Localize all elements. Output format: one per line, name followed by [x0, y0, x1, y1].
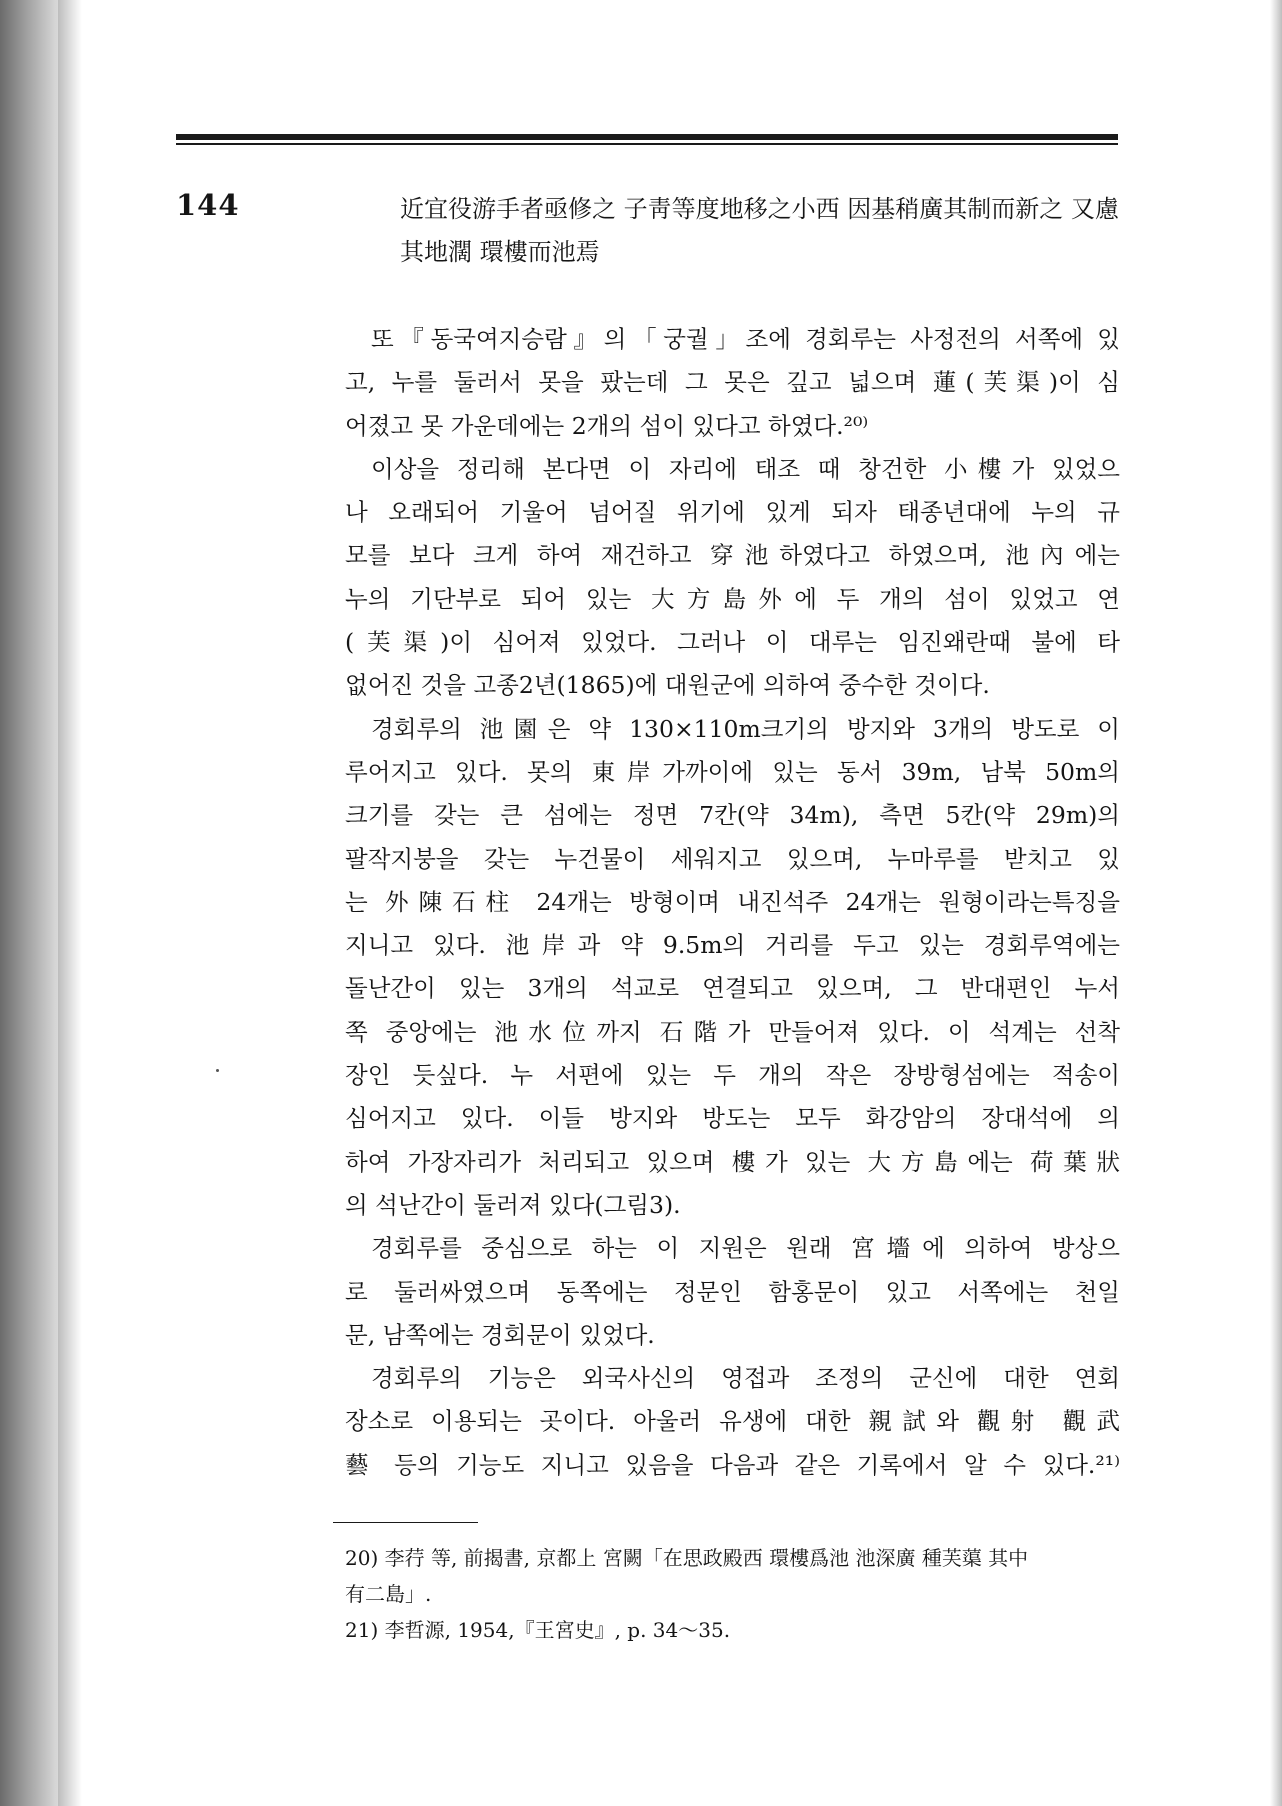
paragraph [345, 1227, 1120, 1357]
footnote [345, 1612, 1120, 1648]
footnote-separator [333, 1522, 478, 1523]
text-line: 없어진 것을 고종2년(1865)에 대원군에 의하여 중수한 것이다. [345, 671, 990, 700]
text-line: 돌난간이 있는 3개의 석교로 연결되고 있으며, 그 반대편인 누서 [345, 974, 1120, 1003]
text-line: 크기를 갖는 큰 섬에는 정면 7칸(약 34m), 측면 5칸(약 29m)의 [345, 801, 1120, 830]
text-line: 심어지고 있다. 이들 방지와 방도는 모두 화강암의 장대석에 의 [345, 1104, 1120, 1133]
footnote-line: 有二島」. [345, 1582, 432, 1606]
footnotes [345, 1540, 1120, 1648]
classical-quotation [400, 188, 1120, 274]
text-line: 하여 가장자리가 처리되고 있으며 樓가 있는 大方島에는 荷葉狀 [345, 1147, 1120, 1176]
body-text [345, 318, 1120, 1487]
text-line: 지니고 있다. 池岸과 약 9.5m의 거리를 두고 있는 경회루역에는 [345, 931, 1120, 960]
page-edge-right-shadow [1270, 0, 1282, 1806]
print-speck [216, 1069, 219, 1072]
text-line: 장소로 이용되는 곳이다. 아울러 유생에 대한 親試와 觀射 觀武 [345, 1407, 1120, 1436]
text-line: 어졌고 못 가운데에는 2개의 섬이 있다고 하였다.²⁰⁾ [345, 411, 869, 440]
text-line: 고, 누를 둘러서 못을 팠는데 그 못은 깊고 넓으며 蓮(芙渠)이 심 [345, 368, 1120, 397]
text-line: 루어지고 있다. 못의 東岸가까이에 있는 동서 39m, 남북 50m의 [345, 757, 1120, 786]
text-line: 의 석난간이 둘러져 있다(그림3). [345, 1190, 681, 1219]
paragraph [345, 1357, 1120, 1487]
text-line: 경회루를 중심으로 하는 이 지원은 원래 宮墻에 의하여 방상으 [371, 1234, 1120, 1263]
header-rule-thick [176, 134, 1118, 140]
text-line: 나 오래되어 기울어 넘어질 위기에 있게 되자 태종년대에 누의 규 [345, 498, 1120, 527]
footnote [345, 1540, 1120, 1612]
quote-line: 其地濶 環樓而池焉 [400, 238, 600, 266]
text-line: 쪽 중앙에는 池水位까지 石階가 만들어져 있다. 이 석계는 선착 [345, 1017, 1120, 1046]
page-gutter-shadow [58, 0, 82, 1806]
paragraph [345, 448, 1120, 708]
page-number: 144 [176, 188, 240, 222]
text-line: 모를 보다 크게 하여 재건하고 穿池하였다고 하였으며, 池內에는 [345, 541, 1120, 570]
header-rule-thin [176, 143, 1118, 145]
footnote-line: 21) 李哲源, 1954,『王宮史』, p. 34～35. [345, 1618, 731, 1642]
text-line: 문, 남쪽에는 경회문이 있었다. [345, 1320, 655, 1349]
text-line: 이상을 정리해 본다면 이 자리에 태조 때 창건한 小樓가 있었으 [371, 454, 1120, 483]
paragraph [345, 708, 1120, 1228]
text-line: 장인 듯싶다. 누 서편에 있는 두 개의 작은 장방형섬에는 적송이 [345, 1061, 1120, 1090]
footnote-line: 20) 李荇 等, 前揭書, 京都上 宮闕「在思政殿西 環樓爲池 池深廣 種芙蕖 其中 [345, 1546, 1029, 1570]
text-line: 팔작지붕을 갖는 누건물이 세워지고 있으며, 누마루를 받치고 있 [345, 844, 1120, 873]
text-line: 누의 기단부로 되어 있는 大方島外에 두 개의 섬이 있었고 연 [345, 584, 1120, 613]
text-line: 경회루의 池園은 약 130×110m크기의 방지와 3개의 방도로 이 [371, 714, 1120, 743]
text-line: (芙渠)이 심어져 있었다. 그러나 이 대루는 임진왜란때 불에 타 [345, 628, 1120, 657]
paragraph [345, 318, 1120, 448]
quote-line: 近宜役游手者亟修之 子靑等度地移之小西 因基稍廣其制而新之 又慮 [400, 195, 1119, 223]
text-line: 藝 등의 기능도 지니고 있음을 다음과 같은 기록에서 알 수 있다.²¹⁾ [345, 1450, 1120, 1479]
text-line: 로 둘러싸였으며 동쪽에는 정문인 함홍문이 있고 서쪽에는 천일 [345, 1277, 1120, 1306]
text-line: 는 外陳石柱 24개는 방형이며 내진석주 24개는 원형이라는특징을 [345, 887, 1120, 916]
text-line: 경회루의 기능은 외국사신의 영접과 조정의 군신에 대한 연회 [371, 1364, 1120, 1393]
text-line: 또『동국여지승람』의「궁궐」조에 경회루는 사정전의 서쪽에 있 [371, 325, 1120, 353]
